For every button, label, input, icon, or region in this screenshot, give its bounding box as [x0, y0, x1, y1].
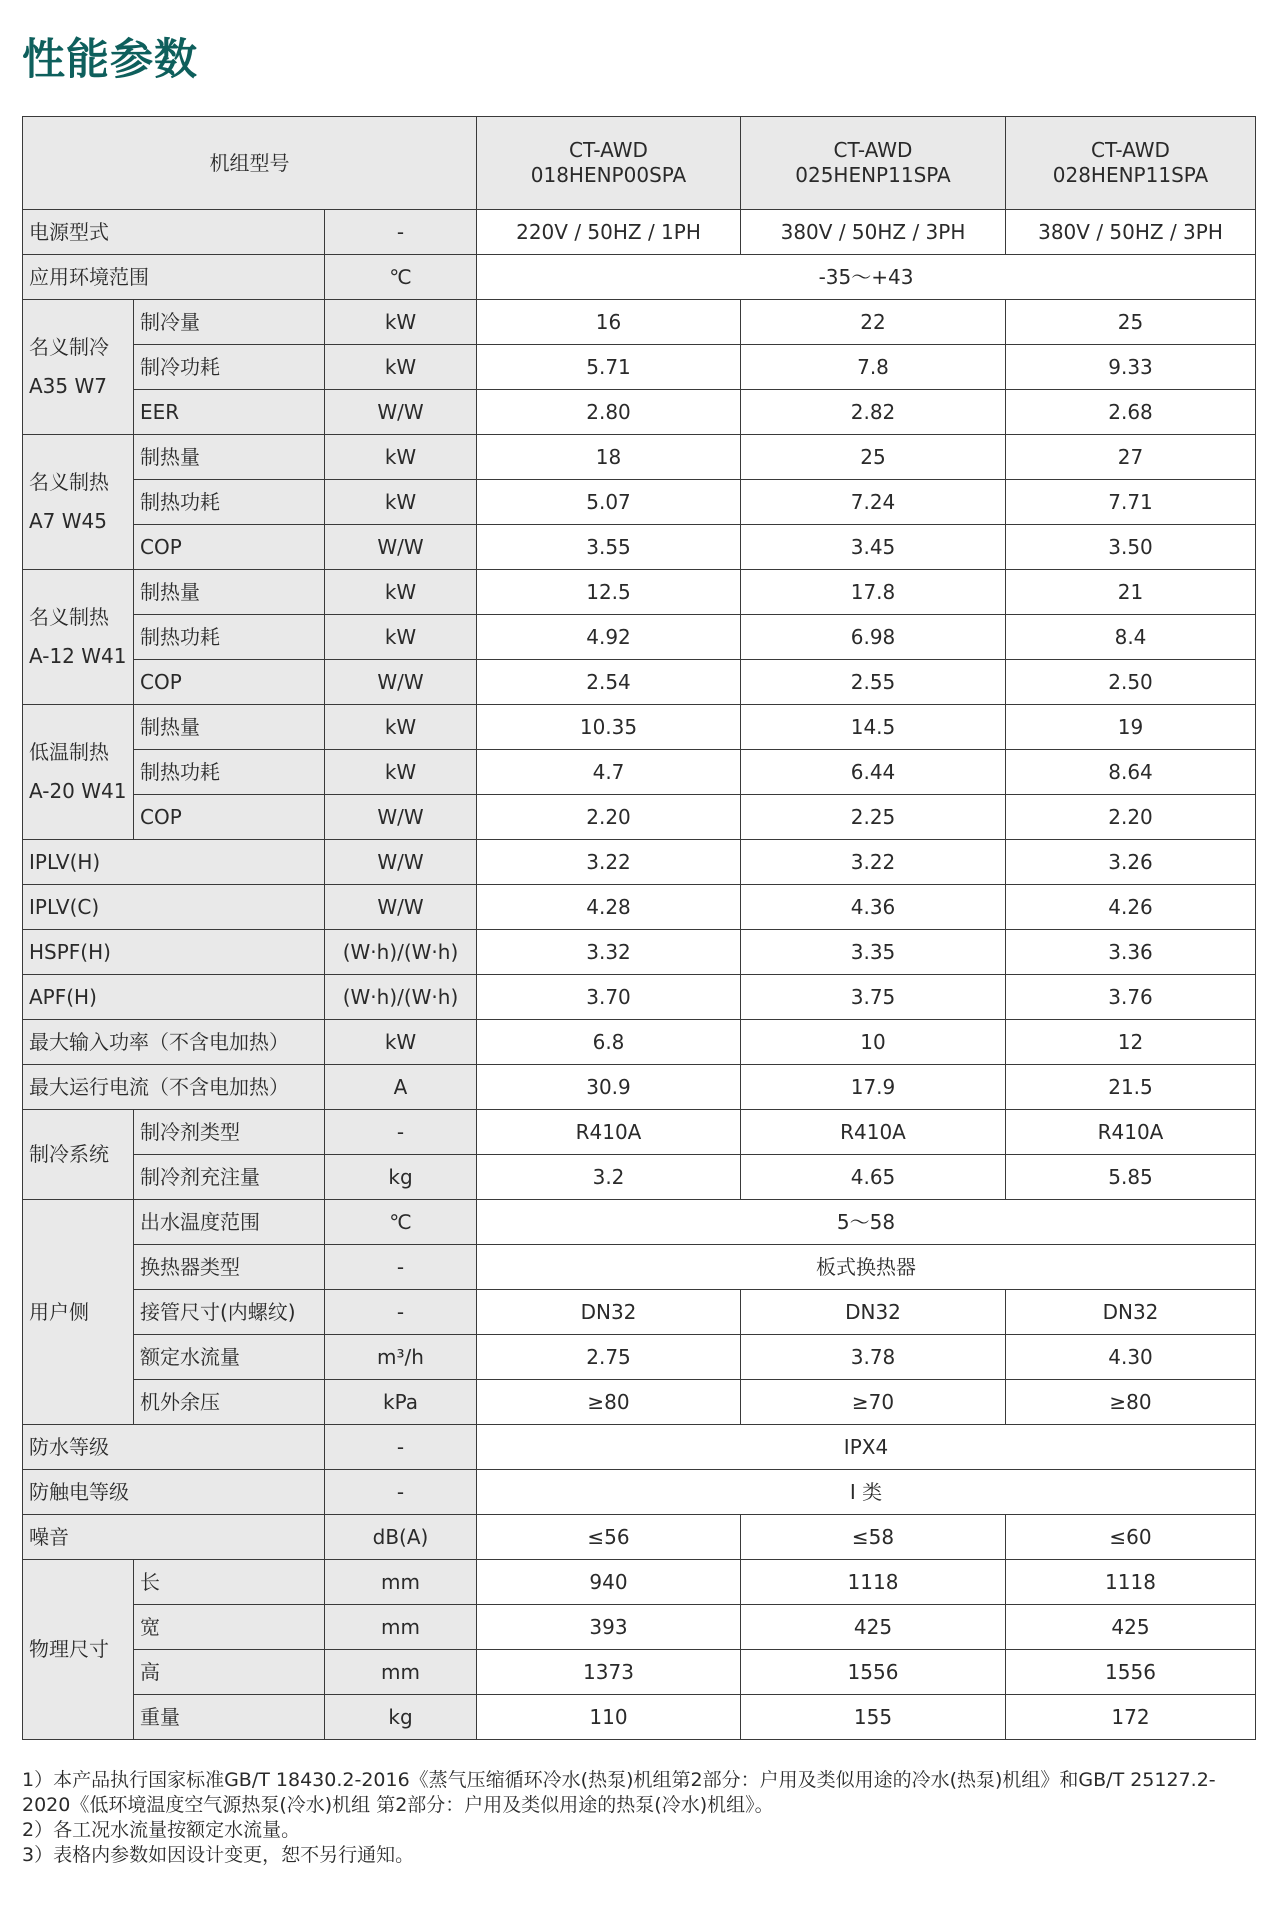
row-unit: (W·h)/(W·h) — [325, 975, 477, 1020]
value-cell: R410A — [477, 1110, 741, 1155]
value-cell: 2.20 — [1006, 795, 1256, 840]
group-line2: A35 W7 — [29, 374, 107, 398]
row-label: APF(H) — [23, 975, 325, 1020]
value-cell: 1118 — [741, 1560, 1006, 1605]
row-label: EER — [134, 390, 325, 435]
model-line1: CT-AWD — [569, 138, 648, 162]
model-line2: 028HENP11SPA — [1052, 163, 1209, 187]
merged-value-cell: 板式换热器 — [477, 1245, 1256, 1290]
table-row — [23, 1425, 1256, 1470]
footnote: 1）本产品执行国家标准GB/T 18430.2-2016《蒸气压缩循环冷水(热泵)机组第2部分：户用及类似用途的冷水(热泵)机组》和GB/T 25127.2-2020《低环境温度空气源热泵(冷水)机组 第2部分：户用及类似用途的热泵(冷水)机组》。 — [22, 1769, 1216, 1816]
value-cell: 10 — [741, 1020, 1006, 1065]
value-cell: 425 — [741, 1605, 1006, 1650]
value-cell: 2.25 — [741, 795, 1006, 840]
value-cell: 5.71 — [477, 345, 741, 390]
table-row — [23, 1515, 1256, 1560]
value-cell: ≤60 — [1006, 1515, 1256, 1560]
value-cell: 3.50 — [1006, 525, 1256, 570]
value-cell: 12.5 — [477, 570, 741, 615]
footnotes — [22, 1768, 1257, 1868]
table-row — [23, 885, 1256, 930]
footnote: 2）各工况水流量按额定水流量。 — [22, 1819, 301, 1841]
value-cell: 30.9 — [477, 1065, 741, 1110]
value-cell: 3.2 — [477, 1155, 741, 1200]
value-cell: 3.45 — [741, 525, 1006, 570]
row-unit: ℃ — [325, 255, 477, 300]
group-label: 制冷系统 — [23, 1110, 134, 1200]
table-row — [23, 570, 1256, 615]
row-unit: kg — [325, 1155, 477, 1200]
value-cell: 12 — [1006, 1020, 1256, 1065]
value-cell: 3.32 — [477, 930, 741, 975]
model-line1: CT-AWD — [833, 138, 913, 162]
row-unit: mm — [325, 1560, 477, 1605]
value-cell: 5.85 — [1006, 1155, 1256, 1200]
row-unit: - — [325, 1290, 477, 1335]
row-label: 制热功耗 — [134, 750, 325, 795]
row-label: 高 — [134, 1650, 325, 1695]
row-unit: kW — [325, 615, 477, 660]
row-unit: W/W — [325, 885, 477, 930]
row-label: IPLV(C) — [23, 885, 325, 930]
value-cell: 4.36 — [741, 885, 1006, 930]
row-label: COP — [134, 525, 325, 570]
value-cell: 18 — [477, 435, 741, 480]
value-cell: 2.68 — [1006, 390, 1256, 435]
table-row — [23, 255, 1256, 300]
merged-value-cell: 5～58 — [477, 1200, 1256, 1245]
group-label — [23, 705, 134, 840]
table-row — [23, 525, 1256, 570]
value-cell: 2.54 — [477, 660, 741, 705]
row-label: 防水等级 — [23, 1425, 325, 1470]
value-cell: 17.9 — [741, 1065, 1006, 1110]
row-unit: A — [325, 1065, 477, 1110]
value-cell: DN32 — [477, 1290, 741, 1335]
value-cell: 1373 — [477, 1650, 741, 1695]
model-line2: 025HENP11SPA — [795, 163, 951, 187]
row-label: IPLV(H) — [23, 840, 325, 885]
value-cell: 2.50 — [1006, 660, 1256, 705]
model-cell — [1006, 117, 1256, 210]
table-row — [23, 840, 1256, 885]
table-row — [23, 930, 1256, 975]
table-row — [23, 1605, 1256, 1650]
value-cell: 3.76 — [1006, 975, 1256, 1020]
value-cell: 19 — [1006, 705, 1256, 750]
value-cell: 8.4 — [1006, 615, 1256, 660]
row-label: 制冷剂充注量 — [134, 1155, 325, 1200]
group-line1: 名义制冷 — [29, 335, 109, 359]
row-label: 最大输入功率（不含电加热） — [23, 1020, 325, 1065]
row-label: COP — [134, 660, 325, 705]
row-unit: W/W — [325, 660, 477, 705]
value-cell: 3.26 — [1006, 840, 1256, 885]
value-cell: ≥70 — [741, 1380, 1006, 1425]
value-cell: 4.26 — [1006, 885, 1256, 930]
model-cell — [741, 117, 1006, 210]
value-cell: 6.8 — [477, 1020, 741, 1065]
row-label: 电源型式 — [23, 210, 325, 255]
value-cell: DN32 — [741, 1290, 1006, 1335]
value-cell: R410A — [1006, 1110, 1256, 1155]
row-unit: - — [325, 1425, 477, 1470]
value-cell: 22 — [741, 300, 1006, 345]
value-cell: 21 — [1006, 570, 1256, 615]
merged-value-cell: IPX4 — [477, 1425, 1256, 1470]
row-unit: - — [325, 1245, 477, 1290]
table-row — [23, 480, 1256, 525]
group-label — [23, 435, 134, 570]
row-unit: kW — [325, 435, 477, 480]
value-cell: 25 — [741, 435, 1006, 480]
row-unit: - — [325, 1470, 477, 1515]
row-unit: kW — [325, 570, 477, 615]
row-label: 制热量 — [134, 570, 325, 615]
row-unit: kW — [325, 480, 477, 525]
table-row — [23, 1110, 1256, 1155]
group-label — [23, 300, 134, 435]
value-cell: 3.78 — [741, 1335, 1006, 1380]
group-line1: 名义制热 — [29, 470, 109, 494]
value-cell: DN32 — [1006, 1290, 1256, 1335]
table-row — [23, 390, 1256, 435]
table-row — [23, 1155, 1256, 1200]
row-label: COP — [134, 795, 325, 840]
table-row — [23, 1470, 1256, 1515]
value-cell: 3.36 — [1006, 930, 1256, 975]
footnote: 3）表格内参数如因设计变更，恕不另行通知。 — [22, 1844, 415, 1866]
value-cell: 393 — [477, 1605, 741, 1650]
value-cell: 3.75 — [741, 975, 1006, 1020]
model-label: 机组型号 — [23, 117, 477, 210]
value-cell: 1118 — [1006, 1560, 1256, 1605]
table-row — [23, 705, 1256, 750]
group-line2: A-12 W41 — [29, 644, 127, 668]
row-unit: - — [325, 1110, 477, 1155]
value-cell: 2.55 — [741, 660, 1006, 705]
spec-table — [22, 116, 1256, 1740]
row-label: 出水温度范围 — [134, 1200, 325, 1245]
value-cell: 172 — [1006, 1695, 1256, 1740]
row-label: 防触电等级 — [23, 1470, 325, 1515]
table-row — [23, 1335, 1256, 1380]
table-row — [23, 1065, 1256, 1110]
table-row — [23, 660, 1256, 705]
table-row — [23, 750, 1256, 795]
row-label: HSPF(H) — [23, 930, 325, 975]
row-label: 制热功耗 — [134, 615, 325, 660]
row-label: 制热功耗 — [134, 480, 325, 525]
table-row — [23, 210, 1256, 255]
value-cell: 220V / 50HZ / 1PH — [477, 210, 741, 255]
value-cell: 2.82 — [741, 390, 1006, 435]
row-unit: W/W — [325, 795, 477, 840]
value-cell: 17.8 — [741, 570, 1006, 615]
table-row — [23, 1200, 1256, 1245]
value-cell: 9.33 — [1006, 345, 1256, 390]
value-cell: 21.5 — [1006, 1065, 1256, 1110]
row-label: 机外余压 — [134, 1380, 325, 1425]
value-cell: 4.30 — [1006, 1335, 1256, 1380]
row-unit: kW — [325, 1020, 477, 1065]
value-cell: 425 — [1006, 1605, 1256, 1650]
model-line2: 018HENP00SPA — [530, 163, 687, 187]
value-cell: ≥80 — [477, 1380, 741, 1425]
row-label: 制冷量 — [134, 300, 325, 345]
value-cell: 7.71 — [1006, 480, 1256, 525]
value-cell: 2.80 — [477, 390, 741, 435]
row-unit: kg — [325, 1695, 477, 1740]
model-line1: CT-AWD — [1091, 138, 1170, 162]
merged-value-cell: -35～+43 — [477, 255, 1256, 300]
row-label: 最大运行电流（不含电加热） — [23, 1065, 325, 1110]
row-label: 重量 — [134, 1695, 325, 1740]
row-label: 制冷功耗 — [134, 345, 325, 390]
row-unit: mm — [325, 1605, 477, 1650]
table-row — [23, 1560, 1256, 1605]
row-unit: kPa — [325, 1380, 477, 1425]
group-label: 用户侧 — [23, 1200, 134, 1425]
table-row — [23, 435, 1256, 480]
row-unit: - — [325, 210, 477, 255]
table-row — [23, 795, 1256, 840]
value-cell: 380V / 50HZ / 3PH — [741, 210, 1006, 255]
value-cell: 27 — [1006, 435, 1256, 480]
row-label: 噪音 — [23, 1515, 325, 1560]
value-cell: ≤58 — [741, 1515, 1006, 1560]
value-cell: 380V / 50HZ / 3PH — [1006, 210, 1256, 255]
value-cell: ≥80 — [1006, 1380, 1256, 1425]
row-unit: kW — [325, 345, 477, 390]
value-cell: R410A — [741, 1110, 1006, 1155]
row-unit: dB(A) — [325, 1515, 477, 1560]
merged-value-cell: I 类 — [477, 1470, 1256, 1515]
value-cell: 3.55 — [477, 525, 741, 570]
table-row — [23, 1695, 1256, 1740]
table-row — [23, 1245, 1256, 1290]
row-label: 制冷剂类型 — [134, 1110, 325, 1155]
value-cell: 2.20 — [477, 795, 741, 840]
group-label — [23, 570, 134, 705]
value-cell: 7.24 — [741, 480, 1006, 525]
row-label: 长 — [134, 1560, 325, 1605]
row-label: 宽 — [134, 1605, 325, 1650]
value-cell: 3.70 — [477, 975, 741, 1020]
model-cell — [477, 117, 741, 210]
group-line2: A-20 W41 — [29, 779, 127, 803]
value-cell: 8.64 — [1006, 750, 1256, 795]
page-title: 性能参数 — [22, 35, 198, 85]
table-row — [23, 345, 1256, 390]
group-label: 物理尺寸 — [23, 1560, 134, 1740]
row-label: 应用环境范围 — [23, 255, 325, 300]
group-line1: 名义制热 — [29, 605, 109, 629]
row-unit: W/W — [325, 840, 477, 885]
value-cell: 4.28 — [477, 885, 741, 930]
group-line1: 低温制热 — [29, 740, 109, 764]
row-label: 额定水流量 — [134, 1335, 325, 1380]
row-unit: kW — [325, 705, 477, 750]
value-cell: 1556 — [1006, 1650, 1256, 1695]
value-cell: 3.22 — [741, 840, 1006, 885]
row-label: 制热量 — [134, 435, 325, 480]
value-cell: 940 — [477, 1560, 741, 1605]
table-row — [23, 300, 1256, 345]
value-cell: 110 — [477, 1695, 741, 1740]
value-cell: 6.44 — [741, 750, 1006, 795]
value-cell: 14.5 — [741, 705, 1006, 750]
table-row — [23, 1380, 1256, 1425]
value-cell: 2.75 — [477, 1335, 741, 1380]
value-cell: 5.07 — [477, 480, 741, 525]
row-label: 接管尺寸(内螺纹) — [134, 1290, 325, 1335]
table-row — [23, 1020, 1256, 1065]
row-unit: ℃ — [325, 1200, 477, 1245]
value-cell: 6.98 — [741, 615, 1006, 660]
row-unit: kW — [325, 300, 477, 345]
row-unit: kW — [325, 750, 477, 795]
value-cell: 1556 — [741, 1650, 1006, 1695]
value-cell: 3.22 — [477, 840, 741, 885]
row-label: 制热量 — [134, 705, 325, 750]
value-cell: 16 — [477, 300, 741, 345]
value-cell: 7.8 — [741, 345, 1006, 390]
value-cell: 25 — [1006, 300, 1256, 345]
table-row — [23, 1290, 1256, 1335]
value-cell: 10.35 — [477, 705, 741, 750]
header-row — [23, 117, 1256, 210]
value-cell: 3.35 — [741, 930, 1006, 975]
row-unit: (W·h)/(W·h) — [325, 930, 477, 975]
row-unit: mm — [325, 1650, 477, 1695]
row-unit: W/W — [325, 525, 477, 570]
value-cell: 155 — [741, 1695, 1006, 1740]
value-cell: 4.92 — [477, 615, 741, 660]
table-row — [23, 615, 1256, 660]
row-unit: m³/h — [325, 1335, 477, 1380]
value-cell: 4.65 — [741, 1155, 1006, 1200]
row-unit: W/W — [325, 390, 477, 435]
row-label: 换热器类型 — [134, 1245, 325, 1290]
table-row — [23, 975, 1256, 1020]
table-row — [23, 1650, 1256, 1695]
value-cell: ≤56 — [477, 1515, 741, 1560]
group-line2: A7 W45 — [29, 509, 107, 533]
value-cell: 4.7 — [477, 750, 741, 795]
